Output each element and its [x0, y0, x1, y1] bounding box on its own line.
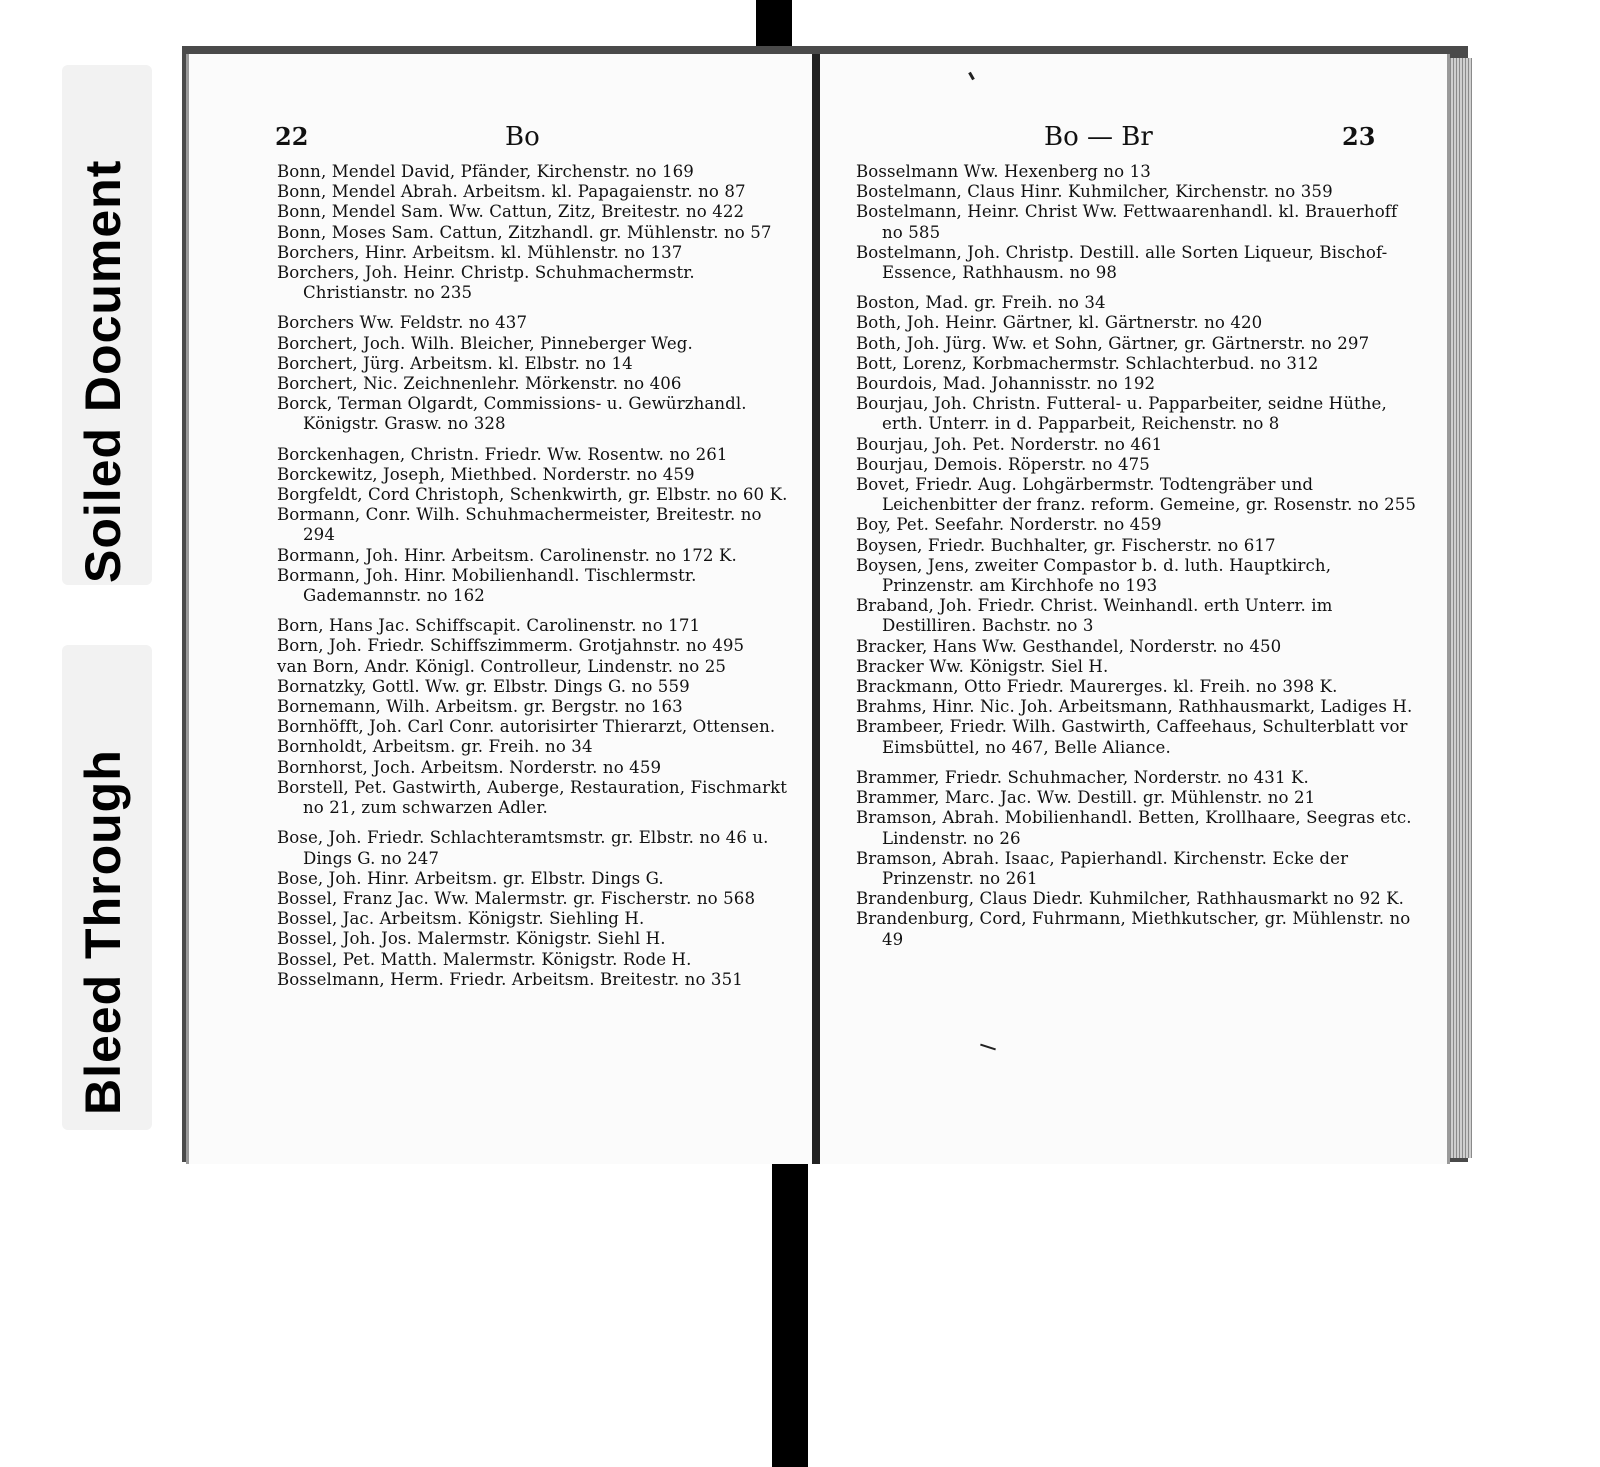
directory-entry: Boysen, Friedr. Buchhalter, gr. Fischerstr. no 617	[856, 535, 1276, 555]
directory-entry: Bornhorst, Joch. Arbeitsm. Norderstr. no 459	[277, 757, 662, 777]
directory-entry: Borgfeldt, Cord Christoph, Schenkwirth, gr. Elbstr. no 60 K.	[277, 485, 788, 505]
directory-entry: Borstell, Pet. Gastwirth, Auberge, Restauration, Fischmarkt no 21, zum schwarzen Adler.	[277, 777, 788, 818]
directory-entry: Bornhöfft, Joh. Carl Conr. autorisirter Thierarzt, Ottensen.	[277, 717, 776, 737]
directory-entry: Bonn, Mendel David, Pfänder, Kirchenstr. no 169	[277, 162, 694, 181]
directory-entry: Bonn, Mendel Sam. Ww. Cattun, Zitz, Breitestr. no 422	[277, 202, 745, 222]
directory-entry: Brandenburg, Cord, Fuhrmann, Miethkutscher, gr. Mühlenstr. no 49	[856, 909, 1411, 949]
directory-entry: Bormann, Joh. Hinr. Arbeitsm. Carolinenstr. no 172 K.	[277, 545, 737, 565]
right-page	[820, 54, 1450, 1164]
directory-entry: Bose, Joh. Hinr. Arbeitsm. gr. Elbstr. Dings G.	[277, 868, 664, 888]
directory-entry: Bonn, Mendel Abrah. Arbeitsm. kl. Papagaienstr. no 87	[277, 182, 746, 202]
directory-entry: Bossel, Jac. Arbeitsm. Königstr. Siehling H.	[277, 909, 645, 929]
directory-entry: Bose, Joh. Friedr. Schlachteramtsmstr. gr. Elbstr. no 46 u. Dings G. no 247	[277, 828, 769, 868]
directory-entry: Boy, Pet. Seefahr. Norderstr. no 459	[856, 515, 1162, 535]
page-edge-stack	[1448, 58, 1472, 1158]
directory-entry: Bornatzky, Gottl. Ww. gr. Elbstr. Dings G. no 559	[277, 676, 690, 696]
directory-entry: Borchert, Jürg. Arbeitsm. kl. Elbstr. no 14	[277, 353, 633, 373]
directory-entry: Borchers, Hinr. Arbeitsm. kl. Mühlenstr. no 137	[277, 242, 683, 262]
directory-entry: Bossel, Pet. Matth. Malermstr. Königstr. Rode H.	[277, 949, 692, 969]
directory-entry: Brammer, Marc. Jac. Ww. Destill. gr. Mühlenstr. no 21	[856, 788, 1316, 808]
directory-entry: Bourjau, Joh. Pet. Norderstr. no 461	[856, 434, 1163, 454]
right-entry-list	[856, 162, 1418, 950]
left-page	[186, 54, 812, 1164]
directory-entry: Both, Joh. Heinr. Gärtner, kl. Gärtnerstr. no 420	[856, 313, 1263, 333]
directory-entry: Bormann, Conr. Wilh. Schuhmachermeister, Breitestr. no 294	[277, 505, 762, 545]
directory-entry: Born, Hans Jac. Schiffscapit. Carolinenstr. no 171	[277, 616, 701, 636]
directory-entry: Boysen, Jens, zweiter Compastor b. d. luth. Hauptkirch, Prinzenstr. am Kirchhofe no 193	[856, 555, 1332, 596]
bleed-through-label: Bleed Through	[75, 749, 131, 1115]
directory-entry: Bourjau, Joh. Christn. Futteral- u. Papparbeiter, seidne Hüthe, erth. Unterr. in d. Papparbeit, Reichenstr. no 8	[856, 394, 1387, 434]
directory-entry: Bonn, Moses Sam. Cattun, Zitzhandl. gr. Mühlenstr. no 57	[277, 222, 772, 242]
directory-entry: Borchert, Nic. Zeichnenlehr. Mörkenstr. no 406	[277, 374, 682, 394]
directory-entry: Borchers Ww. Feldstr. no 437	[277, 313, 528, 333]
directory-entry: Borchers, Joh. Heinr. Christp. Schuhmachermstr. Christianstr. no 235	[277, 263, 695, 303]
book-gutter	[812, 54, 820, 1164]
soiled-document-label: Soiled Document	[75, 159, 131, 583]
directory-entry: Braband, Joh. Friedr. Christ. Weinhandl. erth Unterr. im Destilliren. Bachstr. no 3	[856, 596, 1333, 636]
directory-entry: Bosselmann Ww. Hexenberg no 13	[856, 162, 1151, 181]
ink-speck	[980, 1044, 996, 1051]
directory-entry: Bossel, Franz Jac. Ww. Malermstr. gr. Fischerstr. no 568	[277, 888, 756, 908]
directory-entry: Bostelmann, Heinr. Christ Ww. Fettwaarenhandl. kl. Brauerhoff no 585	[856, 202, 1398, 242]
directory-entry: Brackmann, Otto Friedr. Maurerges. kl. Freih. no 398 K.	[856, 677, 1338, 697]
directory-entry: Bornemann, Wilh. Arbeitsm. gr. Bergstr. no 163	[277, 697, 683, 717]
directory-entry: Bovet, Friedr. Aug. Lohgärbermstr. Todtengräber und Leichenbitter der franz. reform. Gemeine, gr. Rosenstr. no 255	[856, 475, 1417, 515]
directory-entry: Bramson, Abrah. Isaac, Papierhandl. Kirchenstr. Ecke der Prinzenstr. no 261	[856, 848, 1349, 888]
directory-entry: Bourdois, Mad. Johannisstr. no 192	[856, 374, 1156, 394]
directory-entry: Borchert, Joch. Wilh. Bleicher, Pinneberger Weg.	[277, 333, 693, 353]
left-page-header: Bo	[505, 122, 540, 152]
right-page-header: Bo — Br	[1044, 122, 1153, 152]
directory-entry: Bracker, Hans Ww. Gesthandel, Norderstr. no 450	[856, 636, 1282, 656]
left-entry-list	[277, 162, 797, 990]
left-page-number: 22	[275, 122, 309, 151]
directory-entry: Brahms, Hinr. Nic. Joh. Arbeitsmann, Rathhausmarkt, Ladiges H.	[856, 697, 1413, 717]
right-page-number: 23	[1342, 122, 1376, 151]
directory-entry: Bormann, Joh. Hinr. Mobilienhandl. Tischlermstr. Gademannstr. no 162	[277, 565, 697, 606]
directory-entry: Bosselmann, Herm. Friedr. Arbeitsm. Breitestr. no 351	[277, 969, 743, 989]
directory-entry: Borckenhagen, Christn. Friedr. Ww. Rosentw. no 261	[277, 444, 728, 464]
directory-entry: Both, Joh. Jürg. Ww. et Sohn, Gärtner, gr. Gärtnerstr. no 297	[856, 333, 1370, 353]
directory-entry: Borckewitz, Joseph, Miethbed. Norderstr. no 459	[277, 464, 695, 484]
directory-entry: Bracker Ww. Königstr. Siel H.	[856, 656, 1109, 676]
directory-entry: Bramson, Abrah. Mobilienhandl. Betten, Krollhaare, Seegras etc. Lindenstr. no 26	[856, 808, 1412, 848]
ink-speck	[968, 72, 975, 80]
directory-entry: Boston, Mad. gr. Freih. no 34	[856, 293, 1106, 313]
directory-entry: Brammer, Friedr. Schuhmacher, Norderstr. no 431 K.	[856, 767, 1309, 787]
directory-entry: Bostelmann, Claus Hinr. Kuhmilcher, Kirchenstr. no 359	[856, 182, 1333, 202]
directory-entry: Bostelmann, Joh. Christp. Destill. alle Sorten Liqueur, Bischof-Essence, Rathhausm. no 98	[856, 242, 1388, 283]
directory-entry: Bossel, Joh. Jos. Malermstr. Königstr. Siehl H.	[277, 929, 666, 949]
directory-entry: Born, Joh. Friedr. Schiffszimmerm. Grotjahnstr. no 495	[277, 636, 745, 656]
directory-entry: Bott, Lorenz, Korbmachermstr. Schlachterbud. no 312	[856, 353, 1319, 373]
directory-entry: Bornholdt, Arbeitsm. gr. Freih. no 34	[277, 737, 593, 757]
directory-entry: Brandenburg, Claus Diedr. Kuhmilcher, Rathhausmarkt no 92 K.	[856, 889, 1405, 909]
directory-entry: van Born, Andr. Königl. Controlleur, Lindenstr. no 25	[277, 656, 727, 676]
directory-entry: Brambeer, Friedr. Wilh. Gastwirth, Caffeehaus, Schulterblatt vor Eimsbüttel, no 467, Belle Aliance.	[856, 717, 1408, 757]
directory-entry: Bourjau, Demois. Röperstr. no 475	[856, 454, 1150, 474]
binding-strap-bottom	[772, 1140, 808, 1467]
binding-strap-top	[756, 0, 792, 46]
directory-entry: Borck, Terman Olgardt, Commissions- u. Gewürzhandl. Königstr. Grasw. no 328	[277, 394, 747, 434]
